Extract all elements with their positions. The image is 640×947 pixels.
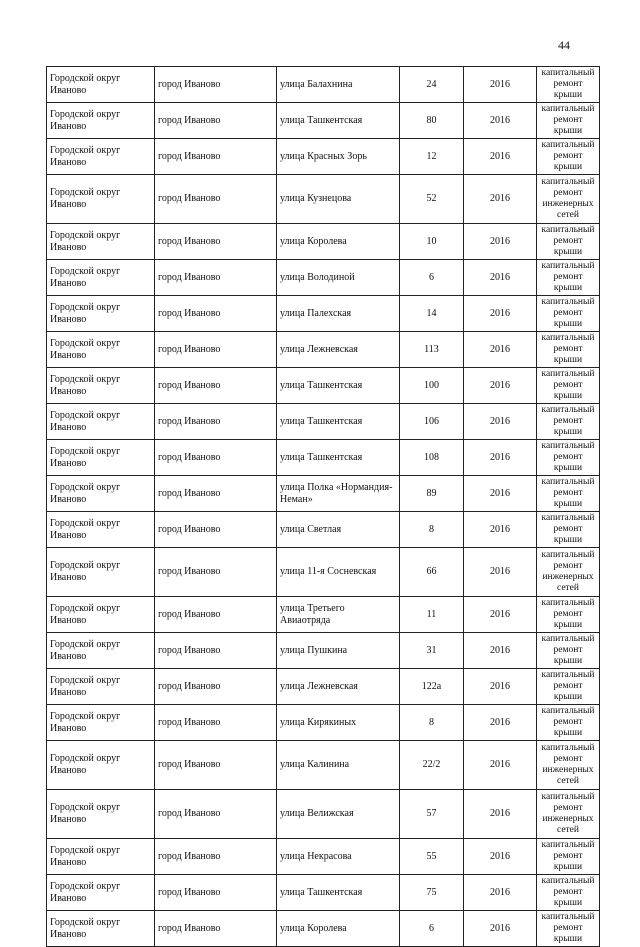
city-cell: город Иваново xyxy=(155,633,277,669)
table-row xyxy=(47,404,600,440)
city-cell: город Иваново xyxy=(155,67,277,103)
street-cell: улица Кирякиных xyxy=(277,705,400,741)
city-cell: город Иваново xyxy=(155,839,277,875)
work-type-cell: капитальный ремонт инженерных сетей xyxy=(537,548,600,597)
work-type-cell: капитальный ремонт крыши xyxy=(537,597,600,633)
house-number-cell: 52 xyxy=(400,175,464,224)
house-number-cell: 24 xyxy=(400,67,464,103)
district-cell: Городской округ Иваново xyxy=(47,296,155,332)
year-cell: 2016 xyxy=(464,260,537,296)
district-cell: Городской округ Иваново xyxy=(47,911,155,947)
table-row xyxy=(47,669,600,705)
table-row xyxy=(47,875,600,911)
city-cell: город Иваново xyxy=(155,741,277,790)
work-type-cell: капитальный ремонт крыши xyxy=(537,139,600,175)
district-cell: Городской округ Иваново xyxy=(47,224,155,260)
table-row xyxy=(47,741,600,790)
district-cell: Городской округ Иваново xyxy=(47,839,155,875)
table-row xyxy=(47,790,600,839)
city-cell: город Иваново xyxy=(155,512,277,548)
district-cell: Городской округ Иваново xyxy=(47,404,155,440)
year-cell: 2016 xyxy=(464,476,537,512)
district-cell: Городской округ Иваново xyxy=(47,260,155,296)
table-row xyxy=(47,260,600,296)
street-cell: улица Ташкентская xyxy=(277,103,400,139)
year-cell: 2016 xyxy=(464,597,537,633)
house-number-cell: 89 xyxy=(400,476,464,512)
street-cell: улица Палехская xyxy=(277,296,400,332)
street-cell: улица Третьего Авиаотряда xyxy=(277,597,400,633)
year-cell: 2016 xyxy=(464,332,537,368)
year-cell: 2016 xyxy=(464,790,537,839)
house-number-cell: 57 xyxy=(400,790,464,839)
city-cell: город Иваново xyxy=(155,260,277,296)
work-type-cell: капитальный ремонт крыши xyxy=(537,404,600,440)
table-row xyxy=(47,440,600,476)
street-cell: улица Полка «Нормандия-Неман» xyxy=(277,476,400,512)
work-type-cell: капитальный ремонт крыши xyxy=(537,633,600,669)
street-cell: улица Лежневская xyxy=(277,332,400,368)
city-cell: город Иваново xyxy=(155,332,277,368)
year-cell: 2016 xyxy=(464,875,537,911)
page-number: 44 xyxy=(558,38,570,52)
house-number-cell: 55 xyxy=(400,839,464,875)
city-cell: город Иваново xyxy=(155,875,277,911)
work-type-cell: капитальный ремонт крыши xyxy=(537,911,600,947)
table-row xyxy=(47,296,600,332)
work-type-cell: капитальный ремонт крыши xyxy=(537,332,600,368)
city-cell: город Иваново xyxy=(155,440,277,476)
house-number-cell: 31 xyxy=(400,633,464,669)
year-cell: 2016 xyxy=(464,296,537,332)
table-row xyxy=(47,512,600,548)
work-type-cell: капитальный ремонт крыши xyxy=(537,296,600,332)
house-number-cell: 108 xyxy=(400,440,464,476)
house-number-cell: 75 xyxy=(400,875,464,911)
table-row xyxy=(47,705,600,741)
city-cell: город Иваново xyxy=(155,705,277,741)
year-cell: 2016 xyxy=(464,368,537,404)
district-cell: Городской округ Иваново xyxy=(47,705,155,741)
table-row xyxy=(47,368,600,404)
house-number-cell: 8 xyxy=(400,705,464,741)
table-row xyxy=(47,175,600,224)
house-number-cell: 6 xyxy=(400,911,464,947)
street-cell: улица Володиной xyxy=(277,260,400,296)
street-cell: улица Велижская xyxy=(277,790,400,839)
city-cell: город Иваново xyxy=(155,368,277,404)
work-type-cell: капитальный ремонт крыши xyxy=(537,260,600,296)
year-cell: 2016 xyxy=(464,67,537,103)
house-number-cell: 106 xyxy=(400,404,464,440)
year-cell: 2016 xyxy=(464,911,537,947)
year-cell: 2016 xyxy=(464,175,537,224)
city-cell: город Иваново xyxy=(155,175,277,224)
table-row xyxy=(47,332,600,368)
table-body xyxy=(47,67,600,947)
district-cell: Городской округ Иваново xyxy=(47,669,155,705)
district-cell: Городской округ Иваново xyxy=(47,512,155,548)
street-cell: улица Красных Зорь xyxy=(277,139,400,175)
table-row xyxy=(47,67,600,103)
year-cell: 2016 xyxy=(464,741,537,790)
house-number-cell: 113 xyxy=(400,332,464,368)
work-type-cell: капитальный ремонт крыши xyxy=(537,67,600,103)
district-cell: Городской округ Иваново xyxy=(47,597,155,633)
table-row xyxy=(47,103,600,139)
table-row xyxy=(47,139,600,175)
work-type-cell: капитальный ремонт крыши xyxy=(537,440,600,476)
year-cell: 2016 xyxy=(464,705,537,741)
work-type-cell: капитальный ремонт крыши xyxy=(537,669,600,705)
house-number-cell: 12 xyxy=(400,139,464,175)
district-cell: Городской округ Иваново xyxy=(47,476,155,512)
house-number-cell: 80 xyxy=(400,103,464,139)
work-type-cell: капитальный ремонт инженерных сетей xyxy=(537,790,600,839)
house-number-cell: 10 xyxy=(400,224,464,260)
street-cell: улица Королева xyxy=(277,224,400,260)
district-cell: Городской округ Иваново xyxy=(47,440,155,476)
table-row xyxy=(47,476,600,512)
district-cell: Городской округ Иваново xyxy=(47,548,155,597)
table-row xyxy=(47,633,600,669)
work-type-cell: капитальный ремонт крыши xyxy=(537,512,600,548)
year-cell: 2016 xyxy=(464,633,537,669)
work-type-cell: капитальный ремонт инженерных сетей xyxy=(537,175,600,224)
table-row xyxy=(47,224,600,260)
street-cell: улица Некрасова xyxy=(277,839,400,875)
work-type-cell: капитальный ремонт крыши xyxy=(537,224,600,260)
year-cell: 2016 xyxy=(464,548,537,597)
city-cell: город Иваново xyxy=(155,404,277,440)
street-cell: улица Королева xyxy=(277,911,400,947)
district-cell: Городской округ Иваново xyxy=(47,790,155,839)
district-cell: Городской округ Иваново xyxy=(47,103,155,139)
city-cell: город Иваново xyxy=(155,103,277,139)
district-cell: Городской округ Иваново xyxy=(47,332,155,368)
street-cell: улица Ташкентская xyxy=(277,440,400,476)
year-cell: 2016 xyxy=(464,839,537,875)
work-type-cell: капитальный ремонт крыши xyxy=(537,839,600,875)
district-cell: Городской округ Иваново xyxy=(47,368,155,404)
street-cell: улица Ташкентская xyxy=(277,404,400,440)
housing-repair-table xyxy=(46,66,600,947)
city-cell: город Иваново xyxy=(155,296,277,332)
street-cell: улица Кузнецова xyxy=(277,175,400,224)
house-number-cell: 66 xyxy=(400,548,464,597)
work-type-cell: капитальный ремонт крыши xyxy=(537,476,600,512)
city-cell: город Иваново xyxy=(155,669,277,705)
district-cell: Городской округ Иваново xyxy=(47,633,155,669)
table-row xyxy=(47,597,600,633)
street-cell: улица Пушкина xyxy=(277,633,400,669)
house-number-cell: 11 xyxy=(400,597,464,633)
work-type-cell: капитальный ремонт крыши xyxy=(537,875,600,911)
street-cell: улица Калинина xyxy=(277,741,400,790)
year-cell: 2016 xyxy=(464,404,537,440)
city-cell: город Иваново xyxy=(155,911,277,947)
district-cell: Городской округ Иваново xyxy=(47,67,155,103)
house-number-cell: 6 xyxy=(400,260,464,296)
house-number-cell: 14 xyxy=(400,296,464,332)
work-type-cell: капитальный ремонт крыши xyxy=(537,705,600,741)
work-type-cell: капитальный ремонт инженерных сетей xyxy=(537,741,600,790)
street-cell: улица Светлая xyxy=(277,512,400,548)
street-cell: улица Лежневская xyxy=(277,669,400,705)
year-cell: 2016 xyxy=(464,139,537,175)
house-number-cell: 22/2 xyxy=(400,741,464,790)
city-cell: город Иваново xyxy=(155,597,277,633)
year-cell: 2016 xyxy=(464,669,537,705)
year-cell: 2016 xyxy=(464,440,537,476)
year-cell: 2016 xyxy=(464,103,537,139)
house-number-cell: 8 xyxy=(400,512,464,548)
street-cell: улица Балахнина xyxy=(277,67,400,103)
year-cell: 2016 xyxy=(464,512,537,548)
work-type-cell: капитальный ремонт крыши xyxy=(537,368,600,404)
city-cell: город Иваново xyxy=(155,548,277,597)
year-cell: 2016 xyxy=(464,224,537,260)
district-cell: Городской округ Иваново xyxy=(47,139,155,175)
city-cell: город Иваново xyxy=(155,476,277,512)
house-number-cell: 100 xyxy=(400,368,464,404)
district-cell: Городской округ Иваново xyxy=(47,741,155,790)
table-row xyxy=(47,911,600,947)
work-type-cell: капитальный ремонт крыши xyxy=(537,103,600,139)
street-cell: улица 11-я Сосневская xyxy=(277,548,400,597)
city-cell: город Иваново xyxy=(155,790,277,839)
district-cell: Городской округ Иваново xyxy=(47,175,155,224)
street-cell: улица Ташкентская xyxy=(277,368,400,404)
city-cell: город Иваново xyxy=(155,139,277,175)
street-cell: улица Ташкентская xyxy=(277,875,400,911)
city-cell: город Иваново xyxy=(155,224,277,260)
district-cell: Городской округ Иваново xyxy=(47,875,155,911)
table-row xyxy=(47,839,600,875)
house-number-cell: 122а xyxy=(400,669,464,705)
table-row xyxy=(47,548,600,597)
